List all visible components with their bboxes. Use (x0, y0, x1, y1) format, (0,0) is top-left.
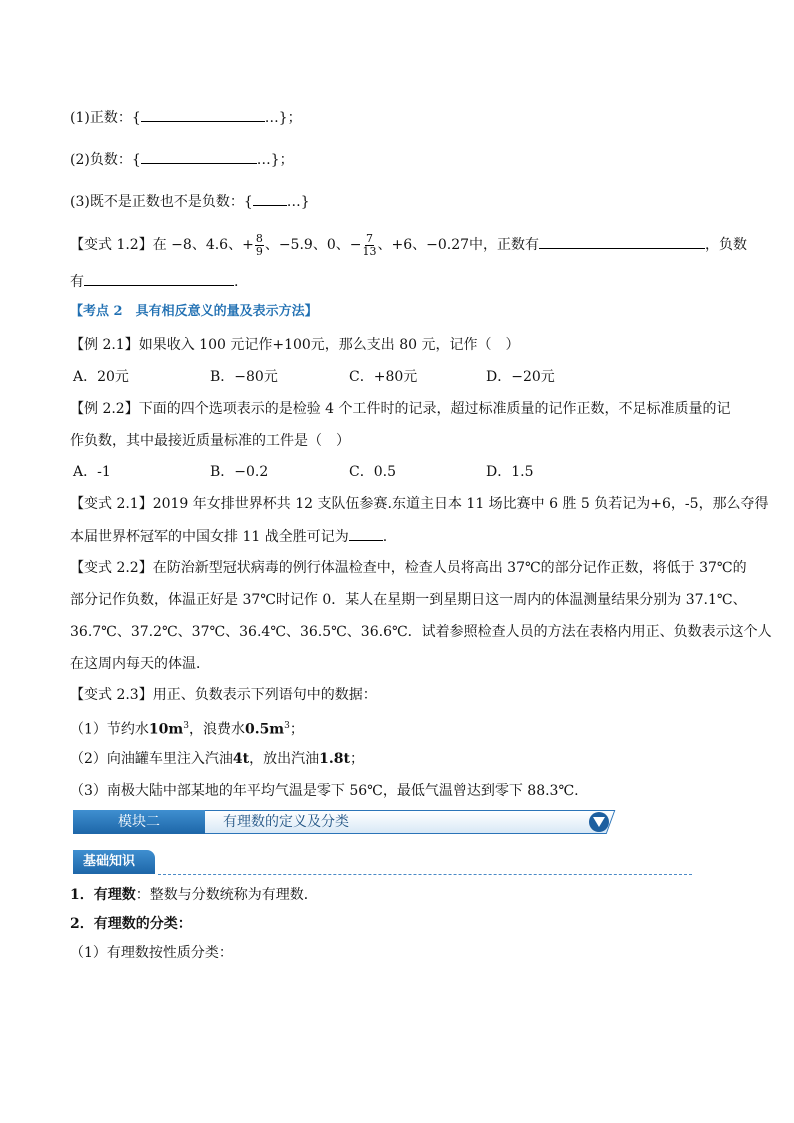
fraction-7-13 (362, 233, 376, 258)
neither-answer-blank[interactable] (253, 191, 287, 206)
example-2-2-line2: 作负数，其中最接近质量标准的工件是（ ） (70, 433, 350, 449)
close-brace: }； (270, 152, 294, 168)
q1-positive-label: (1)正数：{ (70, 110, 141, 126)
variant-tag: 【变式 1.2】 (70, 237, 153, 253)
number-item: −8 (171, 237, 192, 253)
positive-numbers-blank[interactable] (539, 234, 705, 249)
negative-numbers-blank[interactable] (84, 271, 234, 286)
value-4t: 4t (232, 751, 250, 767)
negative-answer-blank[interactable] (141, 149, 257, 164)
item-text: （1）节约水 (70, 721, 149, 738)
item-end: ； (289, 721, 304, 738)
close-brace: } (300, 194, 310, 210)
basic-item-2: 2．有理数的分类： (70, 916, 192, 932)
item-text: ，浪费水 (188, 721, 245, 738)
variant-2-1-text: 本届世界杯冠军的中国女排 11 战全胜可记为 (70, 529, 349, 545)
item-text: ，放出汽油 (249, 751, 320, 767)
end-mark: … (286, 194, 301, 210)
variant-comma-text: ，负数 (705, 237, 748, 253)
q1-negative-label: (2)负数：{ (70, 152, 141, 168)
option-b[interactable]: B．−0.2 (210, 464, 269, 480)
number-item: −0.27 (426, 237, 470, 253)
variant-2-3-item1 (70, 716, 304, 740)
basic-item-3: （1）有理数按性质分类： (70, 945, 233, 961)
number-sign: + (242, 237, 254, 253)
dashed-divider (158, 874, 692, 875)
basic-knowledge-tag: 基础知识 (73, 850, 155, 874)
option-b[interactable]: B．−80元 (210, 369, 278, 385)
term-rational-number: 1．有理数 (70, 887, 136, 903)
option-c[interactable]: C．0.5 (349, 464, 396, 480)
chevron-down-icon[interactable] (589, 812, 609, 832)
variant-2-3-item2 (70, 749, 364, 769)
close-brace: }； (278, 110, 302, 126)
q1-neither-label: (3)既不是正数也不是负数：{ (70, 194, 253, 210)
number-sign: − (349, 237, 362, 253)
superscript-3: 3 (284, 721, 290, 731)
period: . (234, 274, 239, 290)
end-mark: … (264, 110, 279, 126)
number-item: 0 (326, 237, 336, 253)
option-d[interactable]: D．−20元 (486, 369, 555, 385)
option-d[interactable]: D．1.5 (486, 464, 534, 480)
period: . (382, 529, 388, 545)
option-a[interactable]: A．-1 (73, 464, 111, 480)
variant-2-3-title: 【变式 2.3】用正、负数表示下列语句中的数据： (70, 687, 377, 703)
variant-1-2-line2 (70, 271, 238, 292)
fraction-denominator: 13 (362, 244, 377, 258)
module-label: 模块二 (73, 810, 205, 834)
option-c[interactable]: C．+80元 (349, 369, 418, 385)
number-item: 4.6 (205, 237, 229, 253)
kaodian-2-heading: 【考点 2 具有相反意义的量及表示方法】 (70, 304, 318, 319)
item-end: ； (349, 751, 364, 767)
variant-2-2-line1: 【变式 2.2】在防治新型冠状病毒的例行体温检查中，检查人员将高出 37℃的部分记作正数，将低于 37℃的 (70, 560, 747, 576)
basic-item-1 (70, 885, 318, 905)
variant-intro: 在 (152, 237, 167, 253)
end-mark: … (256, 152, 271, 168)
fraction-8-9 (255, 233, 264, 258)
variant-2-2-line3: 36.7℃、37.2℃、37℃、36.4℃、36.5℃、36.6℃．试着参照检查人员的方法在表格内用正、负数表示这个人 (70, 624, 772, 640)
number-item: −5.9 (278, 237, 313, 253)
q1-positive-line (70, 107, 302, 128)
example-2-2-line1: 【例 2.2】下面的四个选项表示的是检验 4 个工件时的记录，超过标准质量的记作正数，不足标准质量的记 (70, 401, 731, 417)
variant-2-2-line4: 在这周内每天的体温． (70, 656, 210, 672)
variant-line2-text: 有 (70, 274, 84, 290)
variant-2-3-item3: （3）南极大陆中部某地的年平均气温是零下 56℃，最低气温曾达到零下 88.3℃. (70, 783, 579, 799)
definition-text: ：整数与分数统称为有理数． (135, 887, 318, 903)
value-1-8t: 1.8t (319, 751, 350, 767)
number-item: +6 (391, 237, 413, 253)
variant-mid-text: 中，正数有 (469, 237, 540, 253)
superscript-3: 3 (183, 721, 189, 731)
option-a[interactable]: A．20元 (73, 369, 129, 385)
fraction-numerator: 8 (255, 231, 263, 245)
variant-1-2-line1: 【变式 1.2】在 −8、4.6、+ $\frac{8}{9}$ 、−5.9、0、− $\frac{7}{13}$ 、+6、−0.27中，正数有 ，负数 (70, 231, 748, 258)
module-banner (73, 810, 613, 834)
fraction-numerator: 7 (365, 231, 373, 245)
item-text: （2）向油罐车里注入汽油 (70, 751, 233, 767)
q1-neither-line (70, 191, 310, 212)
variant-2-1-line2 (70, 526, 387, 547)
variant-2-1-line1: 【变式 2.1】2019 年女排世界杯共 12 支队伍参赛.东道主日本 11 场比赛中 6 胜 5 负若记为+6，-5，那么夺得 (70, 496, 769, 512)
example-2-1-question: 【例 2.1】如果收入 100 元记作+100元，那么支出 80 元，记作（ ） (70, 337, 520, 353)
value-10m: 10m (148, 721, 184, 738)
answer-blank[interactable] (349, 526, 383, 541)
module-title: 有理数的定义及分类 (223, 814, 349, 830)
fraction-denominator: 9 (255, 244, 263, 258)
q1-negative-line (70, 149, 294, 170)
variant-2-2-line2: 部分记作负数，体温正好是 37℃时记作 0．某人在星期一到星期日这一周内的体温测量结果分别为 37.1℃、 (70, 592, 747, 608)
value-0-5m: 0.5m (244, 721, 285, 738)
positive-answer-blank[interactable] (141, 107, 265, 122)
